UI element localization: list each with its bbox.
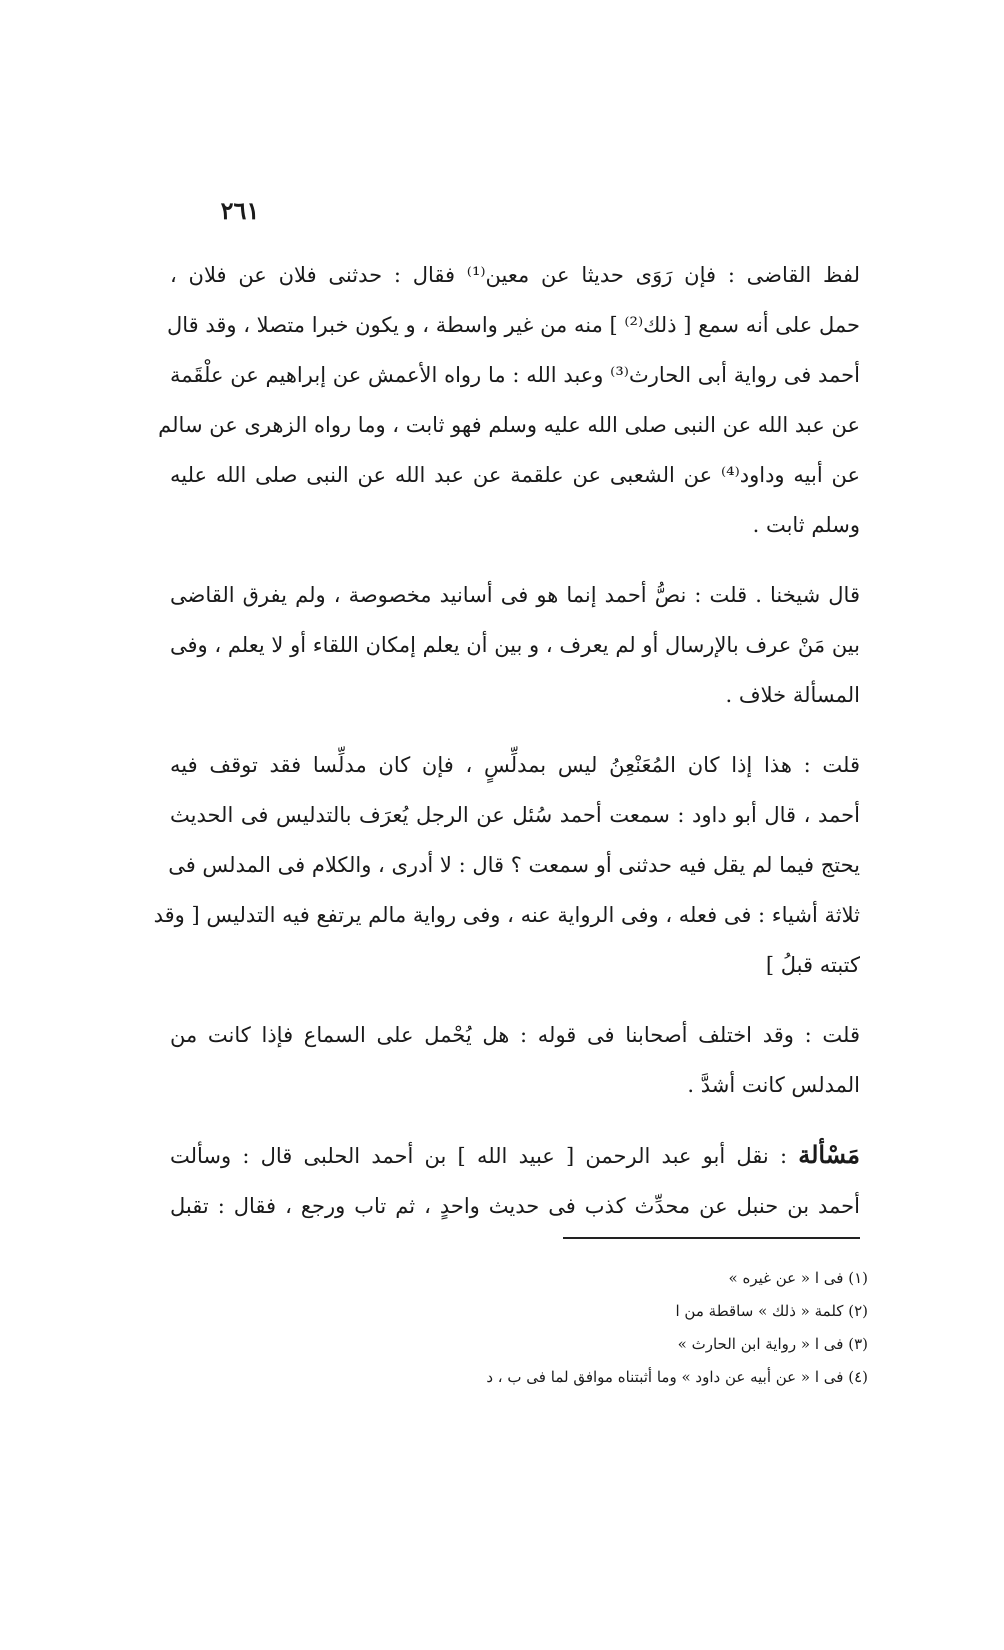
text-line: حمل على أنه سمع [ ذلك⁽²⁾ ] منه من غير واسطة ، و يكون خبرا متصلا ، وقد قال xyxy=(166,313,860,337)
text-line: ثلاثة أشياء : فى فعله ، وفى الرواية عنه ، وفى رواية مالم يرتفع فيه التدليس [ وقد xyxy=(153,903,860,927)
text-line: قلت : هذا إذا كان المُعَنْعِنُ ليس بمدلِّسٍ ، فإن كان مدلِّسا فقد توقف فيه xyxy=(170,753,860,777)
text-line: لفظ القاضى : فإن رَوَى حديثا عن معين⁽¹⁾ فقال : حدثنى فلان عن فلان ، xyxy=(170,263,860,287)
text-line: أحمد ، قال أبو داود : سمعت أحمد سُئل عن الرجل يُعرَف بالتدليس فى الحديث xyxy=(170,803,860,827)
paragraph-2 xyxy=(170,570,860,720)
paragraph-4 xyxy=(170,1010,860,1110)
text-line: عن عبد الله عن النبى صلى الله عليه وسلم فهو ثابت ، وما رواه الزهرى عن سالم xyxy=(158,413,860,437)
text-line: عن أبيه وداود⁽⁴⁾ عن الشعبى عن علقمة عن عبد الله عن النبى صلى الله عليه xyxy=(170,463,861,487)
text-line: بين مَنْ عرف بالإرسال أو لم يعرف ، و بين أن يعلم إمكان اللقاء أو لا يعلم ، وفى xyxy=(170,633,860,657)
paragraph-gap xyxy=(170,550,860,570)
text-line: المسألة خلاف . xyxy=(725,683,860,707)
paragraph-1 xyxy=(158,250,861,550)
text-line: وسلم ثابت . xyxy=(752,513,860,537)
page-number: ٢٦١ xyxy=(220,196,260,225)
paragraph-gap xyxy=(170,720,860,740)
paragraph-gap xyxy=(170,1110,860,1130)
footnote-2: (٢) كلمة « ذلك » ساقطة من ا xyxy=(675,1302,868,1320)
section-heading: مَسْألة xyxy=(798,1140,860,1169)
footnote-1: (١) فى ا « عن غيره » xyxy=(728,1269,868,1287)
footnote-3: (٣) فى ا « رواية ابن الحارث » xyxy=(677,1335,868,1353)
paragraph-5 xyxy=(170,1130,860,1231)
text-line: قلت : وقد اختلف أصحابنا فى قوله : هل يُحْمل على السماع فإذا كانت من xyxy=(170,1023,860,1047)
paragraph-gap xyxy=(170,990,860,1010)
main-text xyxy=(153,250,861,1231)
footnote-divider xyxy=(563,1237,860,1239)
text-line: يحتج فيما لم يقل فيه حدثنى أو سمعت ؟ قال : لا أدرى ، والكلام فى المدلس فى xyxy=(168,853,860,877)
footnotes xyxy=(300,1262,868,1394)
text-line-rest: : نقل أبو عبد الرحمن [ عبيد الله ] بن أحمد الحلبى قال : وسألت xyxy=(170,1144,799,1168)
text-line: كتبته قبلُ ] xyxy=(765,953,860,977)
text-line: قال شيخنا . قلت : نصُّ أحمد إنما هو فى أسانيد مخصوصة ، ولم يفرق القاضى xyxy=(170,583,860,607)
text-line: أحمد فى رواية أبى الحارث⁽³⁾ وعبد الله : ما رواه الأعمش عن إبراهيم عن علْقَمة xyxy=(170,363,860,387)
text-line: أحمد بن حنبل عن محدِّث كذب فى حديث واحدٍ ، ثم تاب ورجع ، فقال : تقبل xyxy=(170,1194,860,1218)
footnote-4: (٤) فى ا « عن أبيه عن داود » وما أثبتناه موافق لما فى ب ، د xyxy=(486,1368,868,1386)
text-line xyxy=(170,1130,860,1181)
text-line: المدلس كانت أشدَّ . xyxy=(687,1073,860,1097)
paragraph-3 xyxy=(153,740,860,990)
